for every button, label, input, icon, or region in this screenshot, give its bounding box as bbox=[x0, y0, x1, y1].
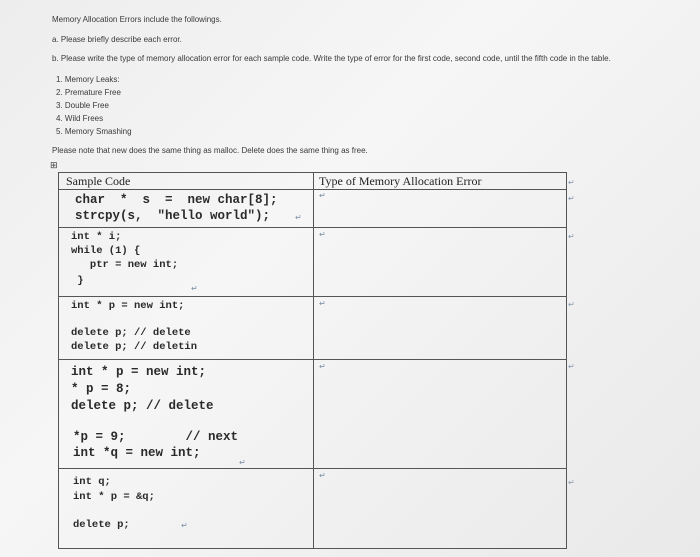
return-mark-icon: ↵ bbox=[319, 230, 326, 239]
header-sample-code: Sample Code bbox=[66, 174, 131, 188]
return-mark-icon: ↵ bbox=[239, 458, 246, 467]
row-divider bbox=[59, 359, 566, 360]
row2-line1: int * i; bbox=[71, 231, 122, 243]
row4-line5: *p = 9; // next bbox=[73, 430, 239, 444]
answer-table bbox=[58, 172, 567, 549]
row-divider bbox=[59, 296, 566, 297]
return-mark-icon: ↵ bbox=[319, 191, 326, 200]
row5-line1: int q; bbox=[73, 476, 111, 488]
return-mark-icon: ↵ bbox=[319, 299, 326, 308]
row-marker-icon: ↵ bbox=[568, 300, 575, 309]
return-mark-icon: ↵ bbox=[295, 213, 302, 222]
row-divider bbox=[59, 468, 566, 469]
row-marker-icon: ↵ bbox=[568, 194, 575, 203]
row3-line1: int * p = new int; bbox=[71, 300, 185, 312]
header-divider bbox=[59, 189, 566, 190]
row2-line2: while (1) { bbox=[71, 245, 141, 257]
row-marker-icon: ↵ bbox=[568, 178, 575, 187]
row-divider bbox=[59, 227, 566, 228]
row3-line4: delete p; // deletin bbox=[71, 341, 198, 353]
row3-line3: delete p; // delete bbox=[71, 327, 191, 339]
row-marker-icon: ↵ bbox=[568, 232, 575, 241]
part-a: a. Please briefly describe each error. bbox=[52, 35, 182, 44]
table-anchor-icon: ⊞ bbox=[50, 160, 58, 170]
heading: Memory Allocation Errors include the followings. bbox=[52, 15, 222, 24]
error-type-4: 4. Wild Frees bbox=[56, 114, 104, 123]
row2-line3: ptr = new int; bbox=[71, 259, 179, 271]
row1-line2: strcpy(s, "hello world"); bbox=[75, 209, 271, 223]
row4-line2: * p = 8; bbox=[71, 382, 132, 396]
column-divider bbox=[313, 173, 314, 548]
return-mark-icon: ↵ bbox=[319, 362, 326, 371]
row1-line1: char * s = new char[8]; bbox=[75, 193, 278, 207]
return-mark-icon: ↵ bbox=[191, 284, 198, 293]
header-error-type: Type of Memory Allocation Error bbox=[319, 174, 482, 188]
part-b: b. Please write the type of memory allocation error for each sample code. Write the type of error for the first code, second code, until the fifth code in the table. bbox=[52, 54, 611, 63]
row2-line4: } bbox=[71, 275, 84, 287]
error-type-5: 5. Memory Smashing bbox=[56, 127, 132, 136]
error-type-3: 3. Double Free bbox=[56, 101, 109, 110]
row4-line6: int *q = new int; bbox=[73, 446, 201, 460]
row4-line1: int * p = new int; bbox=[71, 365, 207, 379]
row5-line4: delete p; bbox=[73, 519, 130, 531]
error-type-2: 2. Premature Free bbox=[56, 88, 121, 97]
row5-line2: int * p = &q; bbox=[73, 491, 155, 503]
row-marker-icon: ↵ bbox=[568, 478, 575, 487]
note: Please note that new does the same thing as malloc. Delete does the same thing as free. bbox=[52, 146, 368, 155]
error-type-1: 1. Memory Leaks: bbox=[56, 75, 120, 84]
return-mark-icon: ↵ bbox=[181, 521, 188, 530]
row4-line3: delete p; // delete bbox=[71, 399, 214, 413]
row-marker-icon: ↵ bbox=[568, 362, 575, 371]
return-mark-icon: ↵ bbox=[319, 471, 326, 480]
